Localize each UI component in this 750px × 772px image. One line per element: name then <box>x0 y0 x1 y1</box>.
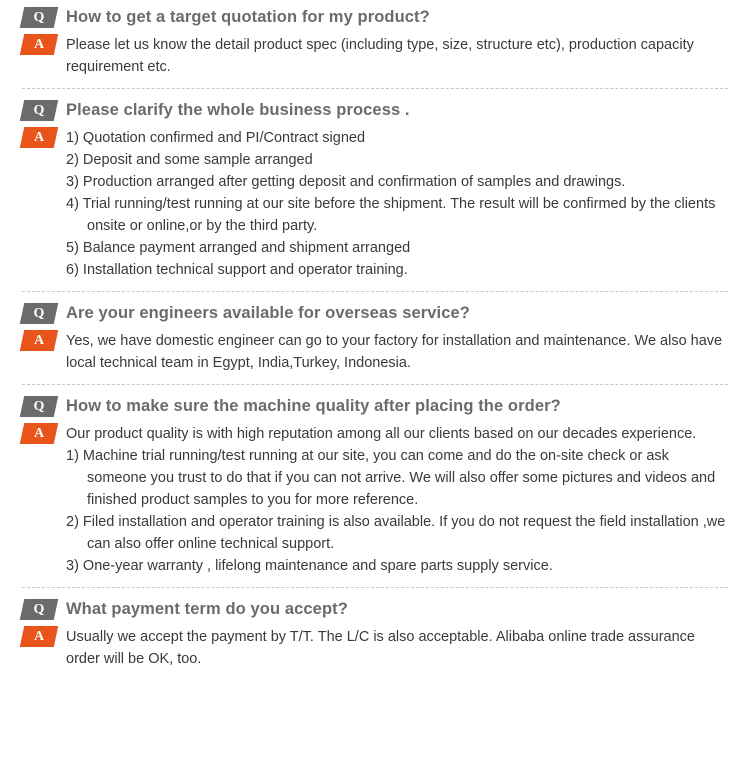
question-badge-label: Q <box>33 306 45 321</box>
faq-answer-row <box>22 625 728 670</box>
answer-badge-label: A <box>33 37 45 52</box>
question-badge <box>20 599 58 620</box>
faq-question-text: What payment term do you accept? <box>66 600 348 618</box>
answer-badge <box>20 423 58 444</box>
faq-answer-body <box>66 329 728 374</box>
list-item: 2) Deposit and some sample arranged <box>66 152 313 168</box>
faq-question-row <box>22 395 728 417</box>
list-item: 3) Production arranged after getting deposit and confirmation of samples and drawings. <box>66 174 626 190</box>
faq-answer-list <box>66 127 728 281</box>
list-item: 2) Filed installation and operator training is also available. If you do not request the field installation ,we can also offer online technical support. <box>66 514 726 552</box>
question-badge-label: Q <box>33 399 45 414</box>
answer-badge-label: A <box>33 426 45 441</box>
faq-answer-paragraph: Please let us know the detail product spec (including type, size, structure etc), production capacity requirement etc. <box>66 37 694 75</box>
faq-answer-body <box>66 33 728 78</box>
faq-answer-body <box>66 422 728 577</box>
faq-answer-body <box>66 126 728 281</box>
list-item: 6) Installation technical support and operator training. <box>66 262 408 278</box>
list-item: 5) Balance payment arranged and shipment arranged <box>66 240 411 256</box>
question-badge-label: Q <box>33 10 45 25</box>
faq-question-text: How to make sure the machine quality after placing the order? <box>66 397 561 415</box>
faq-item <box>22 6 728 88</box>
question-badge-label: Q <box>33 103 45 118</box>
faq-answer-list <box>66 445 728 577</box>
faq-answer-row <box>22 126 728 281</box>
faq-answer-row <box>22 329 728 374</box>
question-badge <box>20 303 58 324</box>
question-badge <box>20 396 58 417</box>
faq-question-row <box>22 6 728 28</box>
question-badge-label: Q <box>33 602 45 617</box>
answer-badge-label: A <box>33 333 45 348</box>
list-item: 4) Trial running/test running at our site before the shipment. The result will be confirmed by the clients onsite or online,or by the third party. <box>66 196 716 234</box>
answer-badge-label: A <box>33 629 45 644</box>
faq-question-text: How to get a target quotation for my product? <box>66 8 430 26</box>
faq-item <box>22 384 728 587</box>
faq-question-row <box>22 302 728 324</box>
answer-badge <box>20 127 58 148</box>
faq-answer-paragraph: Usually we accept the payment by T/T. The L/C is also acceptable. Alibaba online trade assurance order will be OK, too. <box>66 629 695 667</box>
faq-answer-row <box>22 33 728 78</box>
answer-badge-label: A <box>33 130 45 145</box>
faq-answer-paragraph: Yes, we have domestic engineer can go to your factory for installation and maintenance. We also have local technical team in Egypt, India,Turkey, Indonesia. <box>66 333 723 371</box>
faq-answer-paragraph: Our product quality is with high reputation among all our clients based on our decades experience. <box>66 426 697 442</box>
list-item: 1) Quotation confirmed and PI/Contract signed <box>66 130 366 146</box>
answer-badge <box>20 330 58 351</box>
faq-question-row <box>22 598 728 620</box>
faq-item <box>22 291 728 384</box>
faq-answer-body <box>66 625 728 670</box>
answer-badge <box>20 626 58 647</box>
list-item: 1) Machine trial running/test running at our site, you can come and do the on-site check or ask someone you trust to do that if you can not arrive. We will also offer some pictures and videos and finished product samples to you for more reference. <box>66 448 716 508</box>
faq-item <box>22 88 728 291</box>
question-badge <box>20 7 58 28</box>
faq-question-row <box>22 99 728 121</box>
faq-question-text: Please clarify the whole business process . <box>66 101 410 119</box>
faq-question-text: Are your engineers available for overseas service? <box>66 304 470 322</box>
list-item: 3) One-year warranty , lifelong maintenance and spare parts supply service. <box>66 558 553 574</box>
question-badge <box>20 100 58 121</box>
answer-badge <box>20 34 58 55</box>
faq-answer-row <box>22 422 728 577</box>
faq-item <box>22 587 728 680</box>
